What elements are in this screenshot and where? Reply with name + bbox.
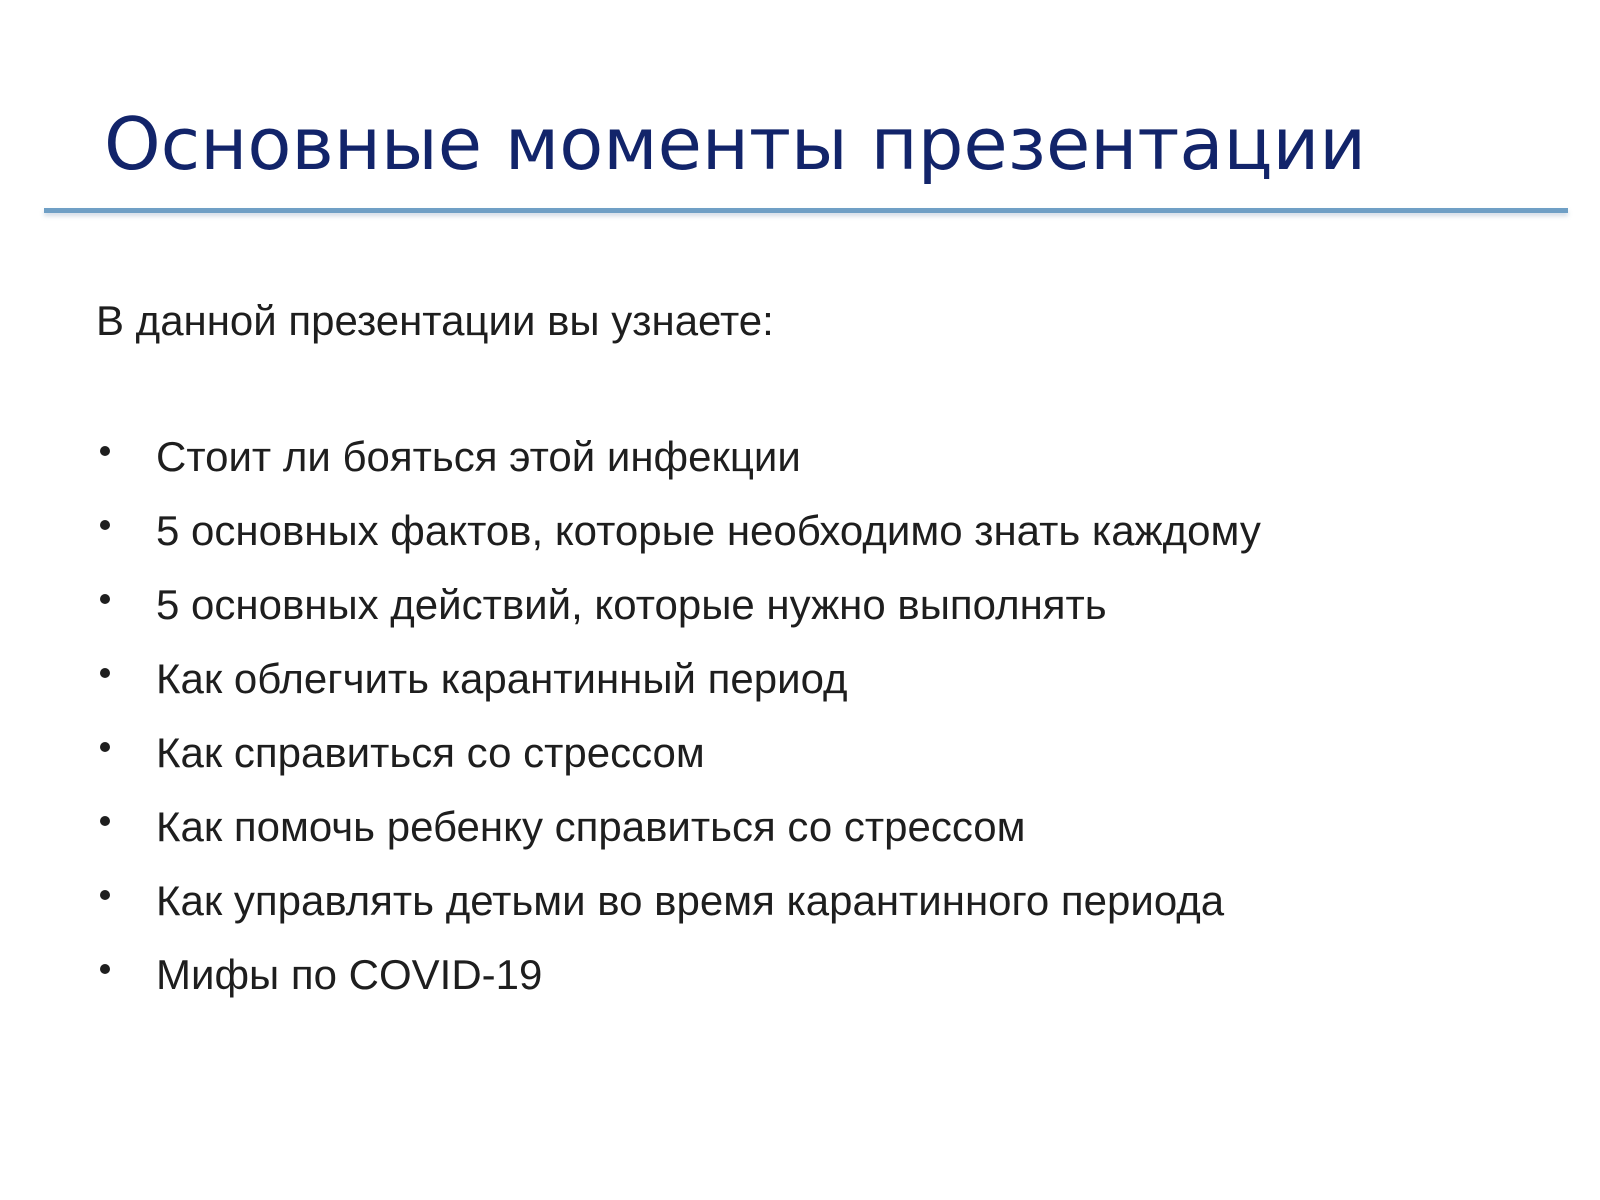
- list-item-text: Как управлять детьми во время карантинного периода: [156, 877, 1225, 924]
- intro-text: В данной презентации вы узнаете:: [96, 297, 774, 344]
- bullet-icon: [100, 890, 110, 900]
- bullet-icon: [100, 816, 110, 826]
- bullet-icon: [100, 594, 110, 604]
- title-underline: [44, 208, 1568, 213]
- bullet-icon: [100, 964, 110, 974]
- bullet-icon: [100, 668, 110, 678]
- list-item-text: 5 основных фактов, которые необходимо знать каждому: [156, 507, 1261, 554]
- bullet-icon: [100, 742, 110, 752]
- list-item-text: Как справиться со стрессом: [156, 729, 705, 776]
- list-item-text: Мифы по COVID-19: [156, 951, 543, 998]
- list-item-text: Как помочь ребенку справиться со стрессом: [156, 803, 1026, 850]
- list-item-text: 5 основных действий, которые нужно выполнять: [156, 581, 1107, 628]
- list-item-text: Как облегчить карантинный период: [156, 655, 848, 702]
- list-item-text: Стоит ли бояться этой инфекции: [156, 433, 801, 480]
- bullet-icon: [100, 520, 110, 530]
- bullet-icon: [100, 446, 110, 456]
- slide-title: Основные моменты презентации: [104, 102, 1367, 186]
